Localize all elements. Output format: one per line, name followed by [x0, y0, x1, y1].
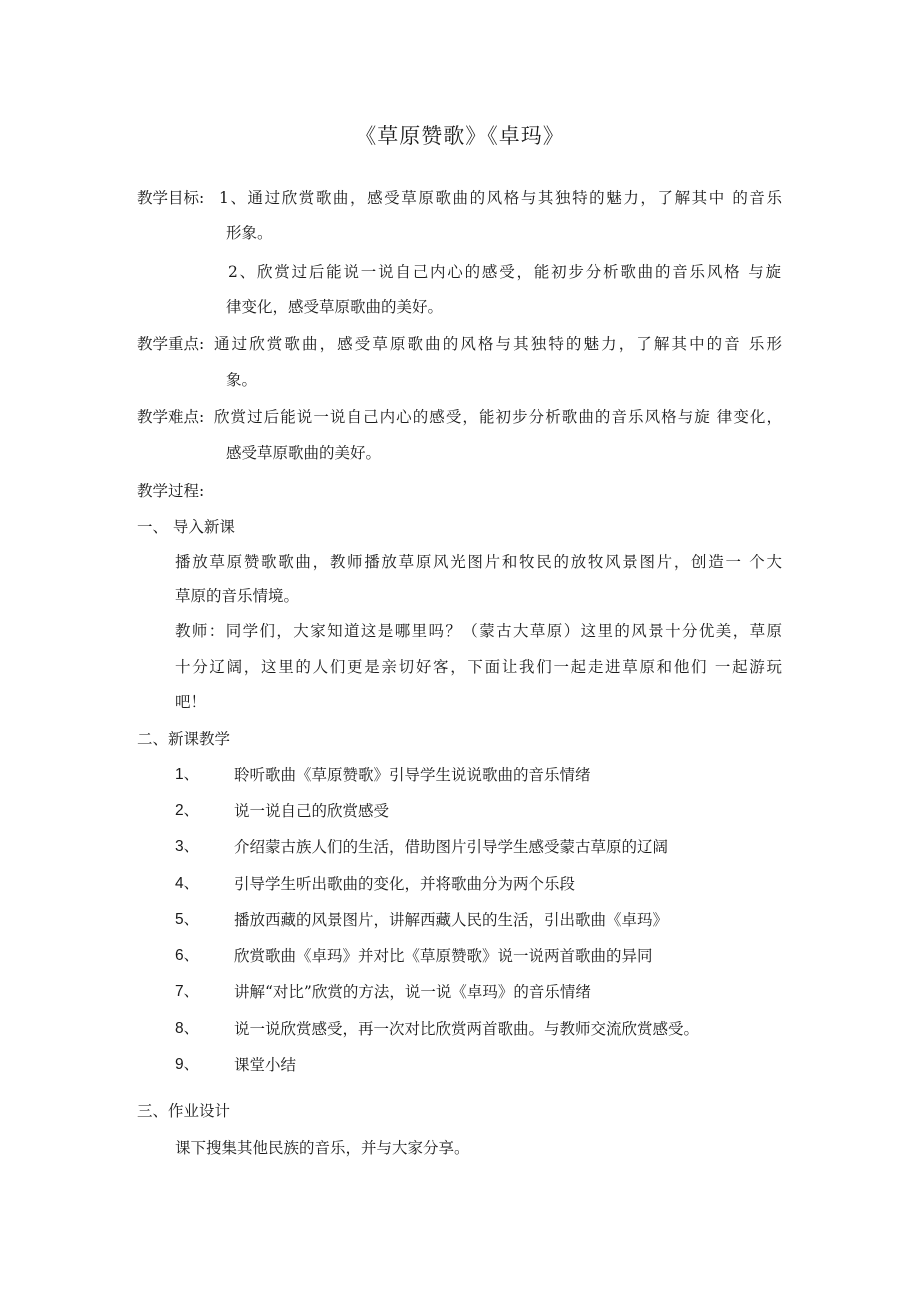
step-text: 介绍蒙古族人们的生活，借助图片引导学生感受蒙古草原的辽阔: [234, 838, 669, 856]
key-points-line-1: 通过欣赏歌曲，感受草原歌曲的风格与其独特的魅力，了解其中的音 乐形: [214, 335, 782, 353]
section-1-para-2-line-2: 十分辽阔，这里的人们更是亲切好客，下面让我们一起走进草原和他们 一起游玩: [175, 658, 782, 676]
step-number: 5、: [175, 911, 200, 928]
objective-2-line-1: 2、欣赏过后能说一说自己内心的感受，能初步分析歌曲的音乐风格 与旋: [228, 263, 781, 281]
step-number: 9、: [175, 1056, 200, 1073]
difficulties-label: 教学难点:: [137, 408, 205, 426]
objective-1-line-2: 形象。: [226, 224, 273, 242]
step-text: 说一说欣赏感受，再一次对比欣赏两首歌曲。与教师交流欣赏感受。: [234, 1020, 700, 1038]
step-number: 7、: [175, 983, 200, 1000]
key-points-label: 教学重点:: [137, 335, 205, 353]
homework-text: 课下搜集其他民族的音乐，并与大家分享。: [175, 1139, 470, 1157]
step-number: 8、: [175, 1020, 200, 1037]
objective-2-line-2: 律变化，感受草原歌曲的美好。: [226, 298, 444, 316]
difficulties-line-1: 欣赏过后能说一说自己内心的感受，能初步分析歌曲的音乐风格与旋 律变化，: [214, 408, 782, 426]
objective-1-line-1: 1、通过欣赏歌曲，感受草原歌曲的风格与其独特的魅力，了解其中 的音乐: [219, 189, 782, 207]
section-3-heading: 三、作业设计: [137, 1102, 231, 1120]
process-label: 教学过程:: [137, 482, 205, 500]
step-text: 欣赏歌曲《卓玛》并对比《草原赞歌》说一说两首歌曲的异同: [234, 947, 653, 965]
step-text: 说一说自己的欣赏感受: [234, 802, 390, 820]
step-text: 播放西藏的风景图片，讲解西藏人民的生活，引出歌曲《卓玛》: [234, 911, 669, 929]
section-2-heading: 二、新课教学: [137, 730, 231, 748]
section-1-para-1-line-1: 播放草原赞歌歌曲，教师播放草原风光图片和牧民的放牧风景图片，创造一 个大: [175, 553, 782, 571]
section-1-heading: 一、 导入新课: [137, 518, 235, 536]
section-1-para-1-line-2: 草原的音乐情境。: [175, 587, 300, 605]
section-1-para-2-line-1: 教师：同学们，大家知道这是哪里吗？（蒙古大草原）这里的风景十分优美，草原: [175, 622, 782, 640]
step-text: 课堂小结: [234, 1056, 297, 1074]
section-1-para-2-line-3: 吧！: [175, 693, 207, 711]
step-number: 6、: [175, 947, 200, 964]
page-title: 《草原赞歌》《卓玛》: [355, 124, 565, 148]
objectives-label: 教学目标:: [137, 189, 205, 207]
difficulties-line-2: 感受草原歌曲的美好。: [226, 444, 382, 462]
step-number: 3、: [175, 838, 200, 855]
step-text: 讲解“对比”欣赏的方法，说一说《卓玛》的音乐情绪: [234, 983, 591, 1001]
step-number: 2、: [175, 802, 200, 819]
step-text: 引导学生听出歌曲的变化，并将歌曲分为两个乐段: [234, 875, 576, 893]
key-points-line-2: 象。: [226, 371, 258, 389]
step-number: 4、: [175, 875, 200, 892]
step-number: 1、: [175, 766, 200, 783]
step-text: 聆听歌曲《草原赞歌》引导学生说说歌曲的音乐情绪: [234, 766, 591, 784]
